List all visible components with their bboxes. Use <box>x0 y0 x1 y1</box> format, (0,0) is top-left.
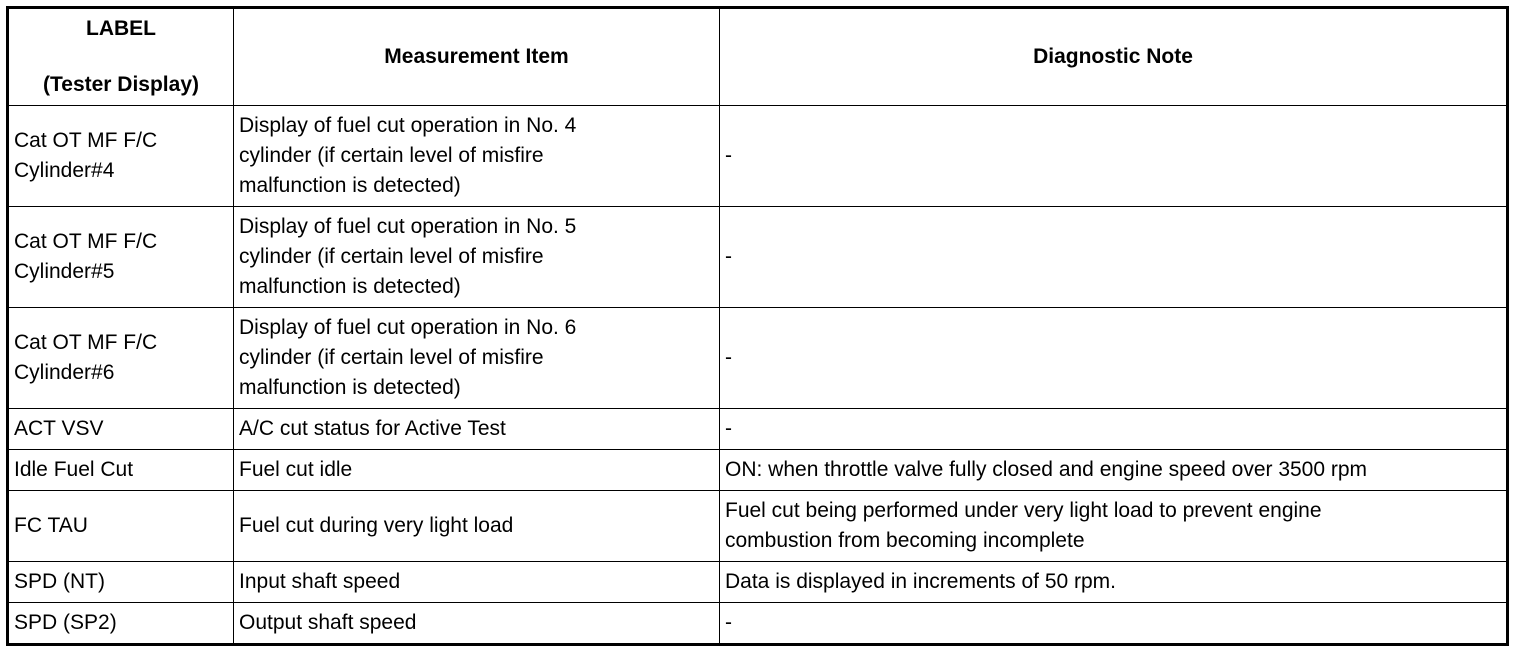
cell-line: A/C cut status for Active Test <box>239 417 506 440</box>
cell-line: SPD (SP2) <box>14 611 117 634</box>
label-cell <box>8 491 234 562</box>
note-cell <box>720 106 1508 207</box>
cell-line: - <box>725 346 732 369</box>
note-cell <box>720 603 1508 645</box>
table-row <box>8 308 1508 409</box>
note-cell <box>720 308 1508 409</box>
measurement-header-text: Measurement Item <box>384 45 569 68</box>
cell-line: ACT VSV <box>14 417 104 440</box>
cell-line: Cat OT MF F/C <box>14 230 158 253</box>
cell-line: Display of fuel cut operation in No. 4 <box>239 114 577 137</box>
cell-line: Cylinder#6 <box>14 361 115 384</box>
measurement-cell <box>234 491 720 562</box>
label-cell <box>8 562 234 603</box>
cell-line: - <box>725 144 732 167</box>
label-cell <box>8 308 234 409</box>
label-cell <box>8 106 234 207</box>
table-row <box>8 409 1508 450</box>
label-column-header <box>8 8 234 106</box>
note-cell <box>720 562 1508 603</box>
cell-line: Cylinder#4 <box>14 159 115 182</box>
measurement-cell <box>234 562 720 603</box>
cell-line: Cat OT MF F/C <box>14 129 158 152</box>
cell-line: SPD (NT) <box>14 570 105 593</box>
cell-line: Cat OT MF F/C <box>14 331 158 354</box>
table-row <box>8 106 1508 207</box>
note-cell <box>720 207 1508 308</box>
label-cell <box>8 409 234 450</box>
cell-line: cylinder (if certain level of misfire <box>239 144 544 167</box>
cell-line: malfunction is detected) <box>239 376 461 399</box>
cell-line: malfunction is detected) <box>239 174 461 197</box>
measurement-cell <box>234 603 720 645</box>
cell-line: cylinder (if certain level of misfire <box>239 346 544 369</box>
table-row <box>8 603 1508 645</box>
note-cell <box>720 409 1508 450</box>
cell-line: - <box>725 245 732 268</box>
label-header-line1: LABEL <box>86 17 156 40</box>
measurement-cell <box>234 106 720 207</box>
cell-line: Data is displayed in increments of 50 rpm. <box>725 570 1117 593</box>
table-row <box>8 491 1508 562</box>
note-cell <box>720 491 1508 562</box>
cell-line: FC TAU <box>14 514 88 537</box>
measurement-cell <box>234 308 720 409</box>
cell-line: malfunction is detected) <box>239 275 461 298</box>
note-cell <box>720 450 1508 491</box>
cell-line: Output shaft speed <box>239 611 417 634</box>
table-header-row <box>8 8 1508 106</box>
diagnostic-data-table <box>6 6 1509 646</box>
label-header-line2: (Tester Display) <box>43 73 199 96</box>
cell-line: - <box>725 417 732 440</box>
cell-line: cylinder (if certain level of misfire <box>239 245 544 268</box>
table-row <box>8 207 1508 308</box>
measurement-cell <box>234 409 720 450</box>
cell-line: ON: when throttle valve fully closed and engine speed over 3500 rpm <box>725 458 1368 481</box>
cell-line: Input shaft speed <box>239 570 401 593</box>
table-row <box>8 562 1508 603</box>
table-row <box>8 450 1508 491</box>
cell-line: - <box>725 611 732 634</box>
cell-line: Idle Fuel Cut <box>14 458 134 481</box>
measurement-cell <box>234 207 720 308</box>
measurement-column-header <box>234 8 720 106</box>
label-cell <box>8 603 234 645</box>
cell-line: Cylinder#5 <box>14 260 115 283</box>
cell-line: Fuel cut during very light load <box>239 514 514 537</box>
note-header-text: Diagnostic Note <box>1033 45 1193 68</box>
label-cell <box>8 450 234 491</box>
cell-line: Display of fuel cut operation in No. 5 <box>239 215 577 238</box>
label-cell <box>8 207 234 308</box>
cell-line: combustion from becoming incomplete <box>725 529 1085 552</box>
cell-line: Fuel cut idle <box>239 458 353 481</box>
measurement-cell <box>234 450 720 491</box>
note-column-header <box>720 8 1508 106</box>
cell-line: Display of fuel cut operation in No. 6 <box>239 316 577 339</box>
cell-line: Fuel cut being performed under very light load to prevent engine <box>725 499 1322 522</box>
